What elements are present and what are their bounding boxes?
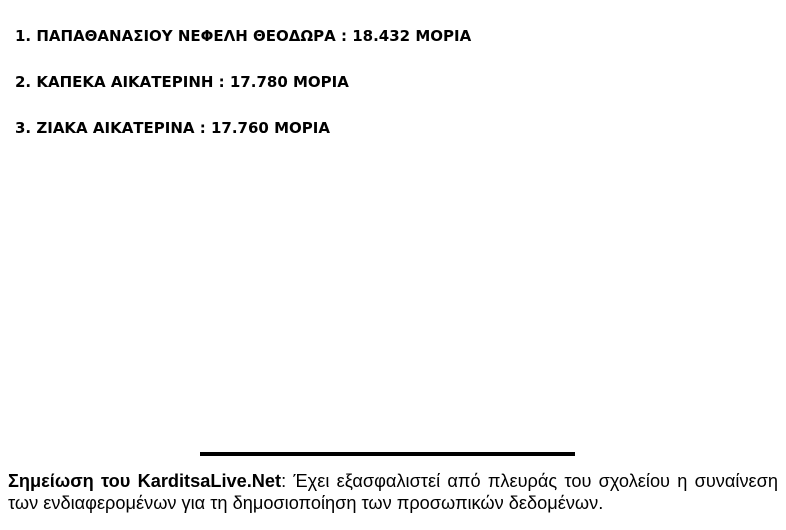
site-note (8, 470, 778, 514)
note-separator: : (281, 471, 294, 491)
ranking-item-3: 3. ΖΙΑΚΑ ΑΙΚΑΤΕΡΙΝΑ : 17.760 ΜΟΡΙΑ (15, 119, 330, 137)
ranking-item-1: 1. ΠΑΠΑΘΑΝΑΣΙΟΥ ΝΕΦΕΛΗ ΘΕΟΔΩΡΑ : 18.432 ΜΟΡΙΑ (15, 27, 472, 45)
ranking-item-2: 2. ΚΑΠΕΚΑ ΑΙΚΑΤΕΡΙΝΗ : 17.780 ΜΟΡΙΑ (15, 73, 349, 91)
ranking-list (15, 26, 471, 164)
note-text: Έχει εξασφαλιστεί από πλευράς του σχολείου η συναίνεση των ενδιαφερομένων για τη δημοσιοποίηση των προσωπικών δεδομένων. (8, 471, 778, 513)
note-label: Σημείωση του KarditsaLive.Net (8, 471, 282, 491)
horizontal-divider (200, 452, 575, 456)
